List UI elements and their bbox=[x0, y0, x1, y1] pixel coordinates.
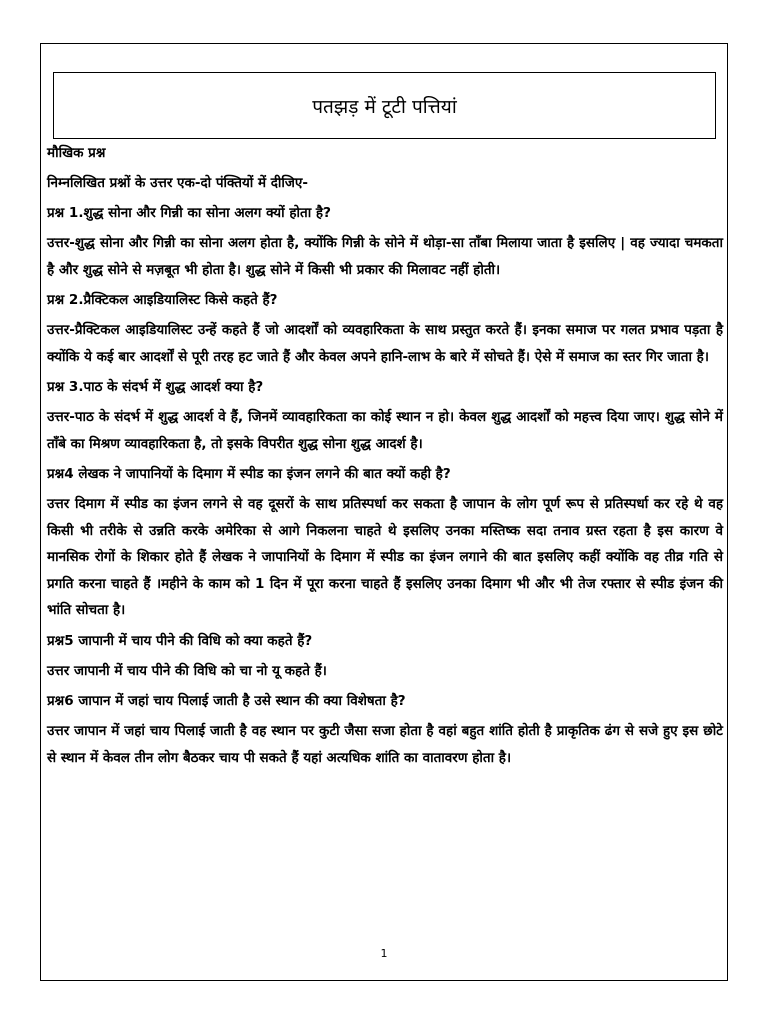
section-heading: मौखिक प्रश्न bbox=[47, 145, 106, 161]
answer-6: उत्तर जापान में जहां चाय पिलाई जाती है वह स्थान पर कुटी जैसा सजा होता है वहां बहुत शांति होती है प्राकृतिक ढंग से सजे हुए इस छोटे से स्थान में केवल तीन लोग बैठकर चाय पी सकते हैं यहां अत्यधिक शांति का वातावरण होता है। bbox=[47, 723, 723, 766]
answer-2: उत्तर-प्रैक्टिकल आइडियालिस्ट उन्हें कहते हैं जो आदर्शों को व्यवहारिकता के साथ प्रस्तुत करते हैं। इनका समाज पर गलत प्रभाव पड़ता है क्योंकि ये कई बार आदर्शों से पूरी तरह हट जाते हैं और केवल अपने हानि-लाभ के बारे में सोचते हैं। ऐसे में समाज का स्तर गिर जाता है। bbox=[47, 322, 723, 365]
answer-3: उत्तर-पाठ के संदर्भ में शुद्ध आदर्श वे हैं, जिनमें व्यावहारिकता का कोई स्थान न हो। केवल शुद्ध आदर्शों को महत्त्व दिया जाए। शुद्ध सोने में ताँबे का मिश्रण व्यावहारिकता है, तो इसके विपरीत शुद्ध सोना शुद्ध आदर्श है। bbox=[47, 409, 723, 452]
document-body bbox=[47, 140, 723, 775]
question-5: प्रश्न5 जापानी में चाय पीने की विधि को क्या कहते हैं? bbox=[47, 632, 313, 649]
question-4: प्रश्न4 लेखक ने जापानियों के दिमाग में स्पीड का इंजन लगने की बात क्यों कही है? bbox=[47, 466, 451, 482]
question-1: प्रश्न 1.शुद्ध सोना और गिन्नी का सोना अलग क्यों होता है? bbox=[47, 205, 331, 221]
question-6: प्रश्न6 जापान में जहां चाय पिलाई जाती है उसे स्थान की क्या विशेषता है? bbox=[47, 693, 406, 709]
answer-4: उत्तर दिमाग में स्पीड का इंजन लगने से वह दूसरों के साथ प्रतिस्पर्धा कर सकता है जापान के लोग पूर्ण रूप से प्रतिस्पर्धा कर रहे थे वह किसी भी तरीके से उन्नति करके अमेरिका से आगे निकलना चाहते थे इसलिए उनका मस्तिष्क सदा तनाव ग्रस्त रहता है इस कारण वे मानसिक रोगों के शिकार होते हैं लेखक ने जापानियों के दिमाग में स्पीड का इंजन लगाने की बात इसलिए कहीं क्योंकि वह तीव्र गति से प्रगति करना चाहते हैं ।महीने के काम को 1 दिन में पूरा करना चाहते हैं इसलिए उनका दिमाग भी और भी तेज रफ्तार से स्पीड इंजन की भांति सोचता है। bbox=[47, 496, 723, 618]
instruction-text: निम्नलिखित प्रश्नों के उत्तर एक-दो पंक्तियों में दीजिए- bbox=[47, 175, 308, 191]
title-box bbox=[53, 72, 716, 139]
answer-5: उत्तर जापानी में चाय पीने की विधि को चा नो यू कहते हैं। bbox=[47, 662, 327, 679]
page-number: 1 bbox=[380, 947, 388, 960]
question-3: प्रश्न 3.पाठ के संदर्भ में शुद्ध आदर्श क्या है? bbox=[47, 379, 264, 395]
answer-1: उत्तर-शुद्ध सोना और गिन्नी का सोना अलग होता है, क्योंकि गिन्नी के सोने में थोड़ा-सा ताँबा मिलाया जाता है इसलिए | वह ज्यादा चमकता है और शुद्ध सोने से मज़बूत भी होता है। शुद्ध सोने में किसी भी प्रकार की मिलावट नहीं होती। bbox=[47, 235, 723, 278]
question-2: प्रश्न 2.प्रैक्टिकल आइडियालिस्ट किसे कहते हैं? bbox=[47, 292, 278, 308]
page-title: पतझड़ में टूटी पत्तियां bbox=[312, 95, 457, 118]
